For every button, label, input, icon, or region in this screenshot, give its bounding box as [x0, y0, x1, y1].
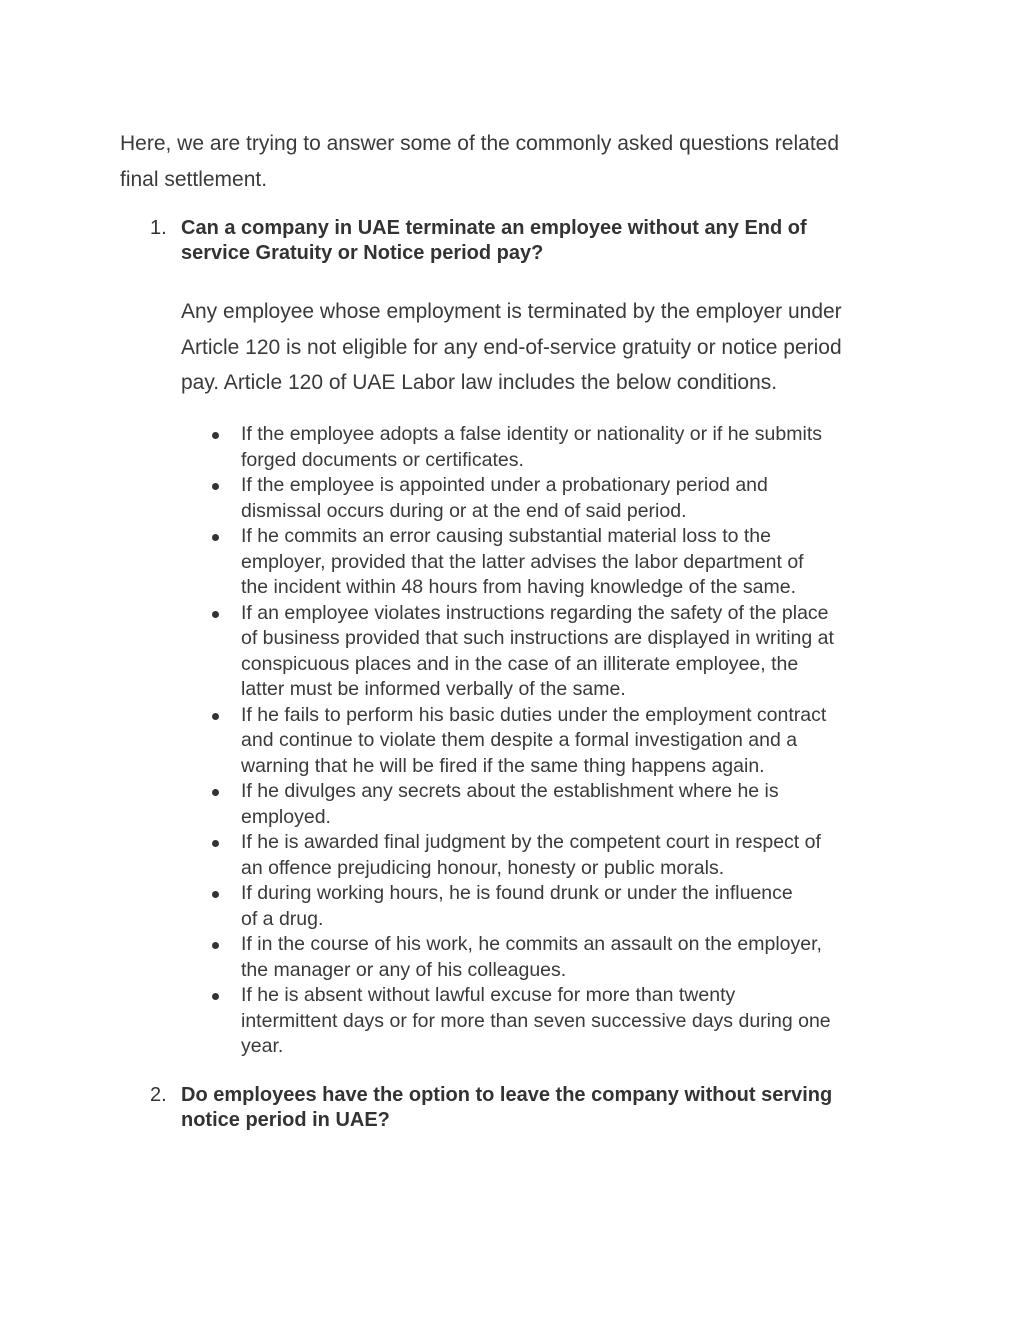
question-number: 2.	[150, 1084, 167, 1106]
answer-line: Any employee whose employment is terminated by the employer under	[181, 300, 842, 323]
bullet-icon	[212, 789, 219, 796]
bullet-icon	[212, 840, 219, 847]
intro-paragraph	[120, 126, 920, 198]
condition-item	[210, 703, 910, 780]
condition-line: employer, provided that the latter advises the labor department of	[241, 550, 804, 573]
question-number: 1.	[150, 217, 167, 239]
intro-line: Here, we are trying to answer some of the commonly asked questions related	[120, 132, 840, 155]
bullet-icon	[212, 432, 219, 439]
condition-line: If the employee is appointed under a probationary period and	[241, 474, 768, 496]
conditions-list	[210, 422, 910, 1060]
condition-line: of business provided that such instructions are displayed in writing at	[241, 627, 834, 649]
bullet-icon	[212, 483, 219, 490]
bullet-icon	[212, 611, 219, 618]
condition-line: latter must be informed verbally of the same.	[241, 678, 626, 700]
condition-line: If he is awarded final judgment by the competent court in respect of	[241, 831, 821, 853]
condition-line: forged documents or certificates.	[241, 448, 524, 471]
condition-item	[210, 983, 910, 1060]
condition-line: If he commits an error causing substantial material loss to the	[241, 525, 771, 547]
question-text	[181, 216, 910, 266]
condition-line: the manager or any of his colleagues.	[241, 958, 567, 981]
condition-line: If during working hours, he is found drunk or under the influence	[241, 882, 793, 904]
answer-line: Article 120 is not eligible for any end-of-service gratuity or notice period	[181, 335, 842, 359]
condition-line: If the employee adopts a false identity or nationality or if he submits	[241, 423, 822, 445]
condition-item	[210, 524, 910, 601]
condition-line: an offence prejudicing honour, honesty or public morals.	[241, 856, 725, 879]
condition-line: the incident within 48 hours from having knowledge of the same.	[241, 576, 796, 598]
question-line: notice period in UAE?	[181, 1109, 390, 1131]
condition-line: conspicuous places and in the case of an illiterate employee, the	[241, 652, 799, 675]
condition-line: warning that he will be fired if the same thing happens again.	[241, 754, 765, 777]
bullet-icon	[212, 891, 219, 898]
question-line: Do employees have the option to leave the company without serving	[181, 1084, 833, 1106]
condition-item	[210, 779, 910, 830]
question-line: Can a company in UAE terminate an employee without any End of	[181, 217, 807, 239]
answer-line: pay. Article 120 of UAE Labor law includes the below conditions.	[181, 371, 778, 394]
condition-line: and continue to violate them despite a formal investigation and a	[241, 729, 798, 751]
condition-item	[210, 932, 910, 983]
condition-line: If he is absent without lawful excuse for more than twenty	[241, 984, 736, 1006]
bullet-icon	[212, 534, 219, 541]
condition-line: of a drug.	[241, 907, 324, 930]
condition-item	[210, 473, 910, 524]
question-2	[150, 1083, 910, 1133]
bullet-icon	[212, 942, 219, 949]
condition-line: If in the course of his work, he commits an assault on the employer,	[241, 933, 822, 955]
condition-line: If he fails to perform his basic duties under the employment contract	[241, 703, 827, 726]
condition-line: dismissal occurs during or at the end of said period.	[241, 499, 687, 522]
condition-line: year.	[241, 1035, 284, 1057]
condition-item	[210, 422, 910, 473]
condition-line: intermittent days or for more than seven successive days during one	[241, 1009, 831, 1032]
condition-item	[210, 881, 910, 932]
condition-item	[210, 601, 910, 703]
condition-line: If an employee violates instructions regarding the safety of the place	[241, 601, 829, 624]
condition-item	[210, 830, 910, 881]
intro-line: final settlement.	[120, 168, 268, 191]
question-1	[150, 216, 910, 266]
question-line: service Gratuity or Notice period pay?	[181, 242, 544, 264]
condition-line: If he divulges any secrets about the establishment where he is	[241, 780, 779, 802]
bullet-icon	[212, 713, 219, 720]
question-text	[181, 1083, 910, 1133]
answer-paragraph	[181, 294, 911, 401]
condition-line: employed.	[241, 805, 331, 828]
bullet-icon	[212, 993, 219, 1000]
